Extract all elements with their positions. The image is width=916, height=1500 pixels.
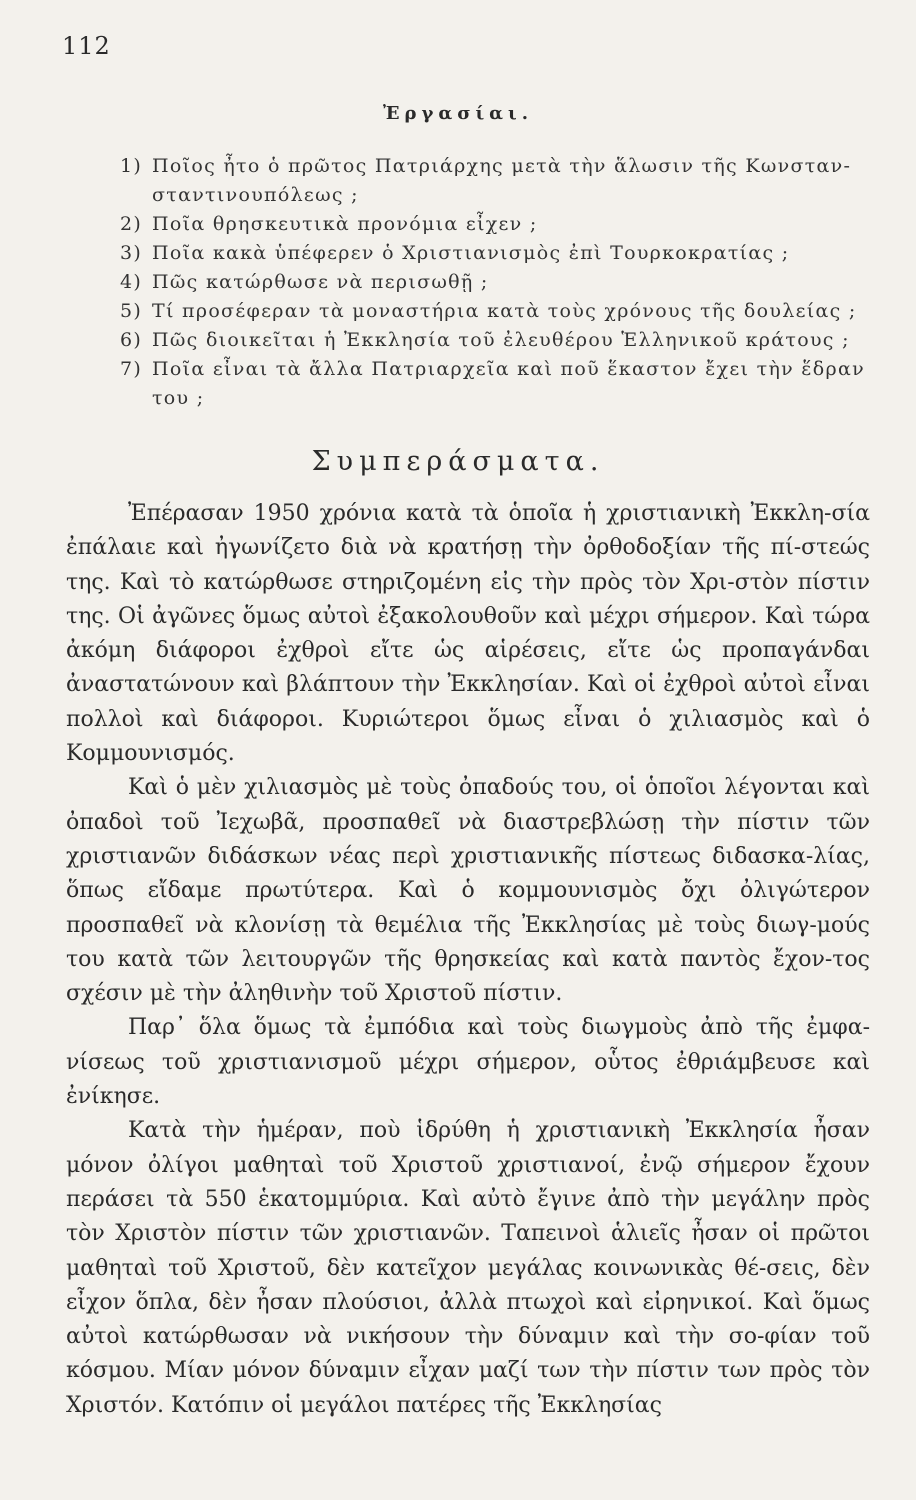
exercise-questions-list [120, 152, 872, 413]
page-number: 112 [62, 32, 111, 60]
question-number: 1) [120, 155, 143, 177]
question-text: Πῶς κατώρθωσε νὰ περισωθῇ ; [152, 271, 489, 293]
conclusions-heading: Συμπεράσματα. [311, 446, 605, 477]
conclusions-body [66, 497, 870, 1423]
question-text: Ποῖα θρησκευτικὰ προνόμια εἶχεν ; [152, 213, 538, 235]
question-number: 7) [120, 358, 143, 380]
question-number: 2) [120, 213, 143, 235]
question-item [120, 268, 872, 297]
question-number: 5) [120, 300, 143, 322]
question-text: Ποῖος ἦτο ὁ πρῶτος Πατριάρχης μετὰ τὴν ἅλωσιν τῆς Κωνσταν-σταντινουπόλεως ; [152, 155, 852, 206]
question-item [120, 239, 872, 268]
question-number: 3) [120, 242, 143, 264]
question-number: 4) [120, 271, 143, 293]
question-text: Ποῖα εἶναι τὰ ἄλλα Πατριαρχεῖα καὶ ποῦ ἕκαστον ἔχει τὴν ἕδραν του ; [152, 358, 865, 409]
body-paragraph: Ἐπέρασαν 1950 χρόνια κατὰ τὰ ὁποῖα ἡ χριστιανικὴ Ἐκκλη-σία ἐπάλαιε καὶ ἠγωνίζετο διὰ νὰ κρατήσῃ τὴν ὀρθοδοξίαν τῆς πί-στεώς της. Καὶ τὸ κατώρθωσε στηριζομένη εἰς τὴν πρὸς τὸν Χρι-στὸν πίστιν της. Οἱ ἀγῶνες ὅμως αὐτοὶ ἐξακολουθοῦν καὶ μέχρι σήμερον. Καὶ τώρα ἀκόμη διάφοροι ἐχθροὶ εἴτε ὡς αἱρέσεις, εἴτε ὡς προπαγάνδαι ἀναστατώνουν καὶ βλάπτουν τὴν Ἐκκλησίαν. Καὶ οἱ ἐχθροὶ αὐτοὶ εἶναι πολλοὶ καὶ διάφοροι. Κυριώτεροι ὅμως εἶναι ὁ χιλιασμὸς καὶ ὁ Κομμουνισμός. [66, 501, 870, 767]
question-text: Ποῖα κακὰ ὑπέφερεν ὁ Χριστιανισμὸς ἐπὶ Τουρκοκρατίας ; [152, 242, 790, 264]
body-paragraph: Παρ᾿ ὅλα ὅμως τὰ ἐμπόδια καὶ τοὺς διωγμοὺς ἀπὸ τῆς ἐμφα-νίσεως τοῦ χριστιανισμοῦ μέχρι σήμερον, οὗτος ἐθριάμβευσε καὶ ἐνίκησε. [66, 1015, 870, 1110]
question-item [120, 326, 872, 355]
body-paragraph: Κατὰ τὴν ἡμέραν, ποὺ ἱδρύθη ἡ χριστιανικὴ Ἐκκλησία ἦσαν μόνον ὀλίγοι μαθηταὶ τοῦ Χριστοῦ χριστιανοί, ἐνῷ σήμερον ἔχουν περάσει τὰ 550 ἑκατομμύρια. Καὶ αὐτὸ ἔγινε ἀπὸ τὴν μεγάλην πρὸς τὸν Χριστὸν πίστιν τῶν χριστιανῶν. Ταπεινοὶ ἁλιεῖς ἦσαν οἱ πρῶτοι μαθηταὶ τοῦ Χριστοῦ, δὲν κατεῖχον μεγάλας κοινωνικὰς θέ-σεις, δὲν εἶχον ὅπλα, δὲν ἦσαν πλούσιοι, ἀλλὰ πτωχοὶ καὶ εἰρηνικοί. Καὶ ὅμως αὐτοὶ κατώρθωσαν νὰ νικήσουν τὴν δύναμιν καὶ τὴν σο-φίαν τοῦ κόσμου. Μίαν μόνον δύναμιν εἶχαν μαζί των τὴν πίστιν των πρὸς τὸν Χριστόν. Κατόπιν οἱ μεγάλοι πατέρες τῆς Ἐκκλησίας [66, 1118, 870, 1418]
question-item [120, 152, 872, 210]
question-number: 6) [120, 329, 143, 351]
exercises-heading: Ἐργασίαι. [382, 103, 534, 124]
question-item [120, 210, 872, 239]
question-text: Πῶς διοικεῖται ἡ Ἐκκλησία τοῦ ἐλευθέρου Ἑλληνικοῦ κράτους ; [152, 329, 850, 351]
question-item [120, 355, 872, 413]
question-item [120, 297, 872, 326]
body-paragraph: Καὶ ὁ μὲν χιλιασμὸς μὲ τοὺς ὀπαδούς του, οἱ ὁποῖοι λέγονται καὶ ὀπαδοὶ τοῦ Ἰεχωβᾶ, προσπαθεῖ νὰ διαστρεβλώσῃ τὴν πίστιν τῶν χριστιανῶν διδάσκων νέας περὶ χριστιανικῆς πίστεως διδασκα-λίας, ὅπως εἴδαμε πρωτύτερα. Καὶ ὁ κομμουνισμὸς ὄχι ὀλιγώτερον προσπαθεῖ νὰ κλονίσῃ τὰ θεμέλια τῆς Ἐκκλησίας μὲ τοὺς διωγ-μούς του κατὰ τῶν λειτουργῶν τῆς θρησκείας καὶ κατὰ παντὸς ἔχον-τος σχέσιν μὲ τὴν ἀληθινὴν τοῦ Χριστοῦ πίστιν. [66, 775, 870, 1007]
question-text: Τί προσέφεραν τὰ μοναστήρια κατὰ τοὺς χρόνους τῆς δουλείας ; [152, 300, 857, 322]
